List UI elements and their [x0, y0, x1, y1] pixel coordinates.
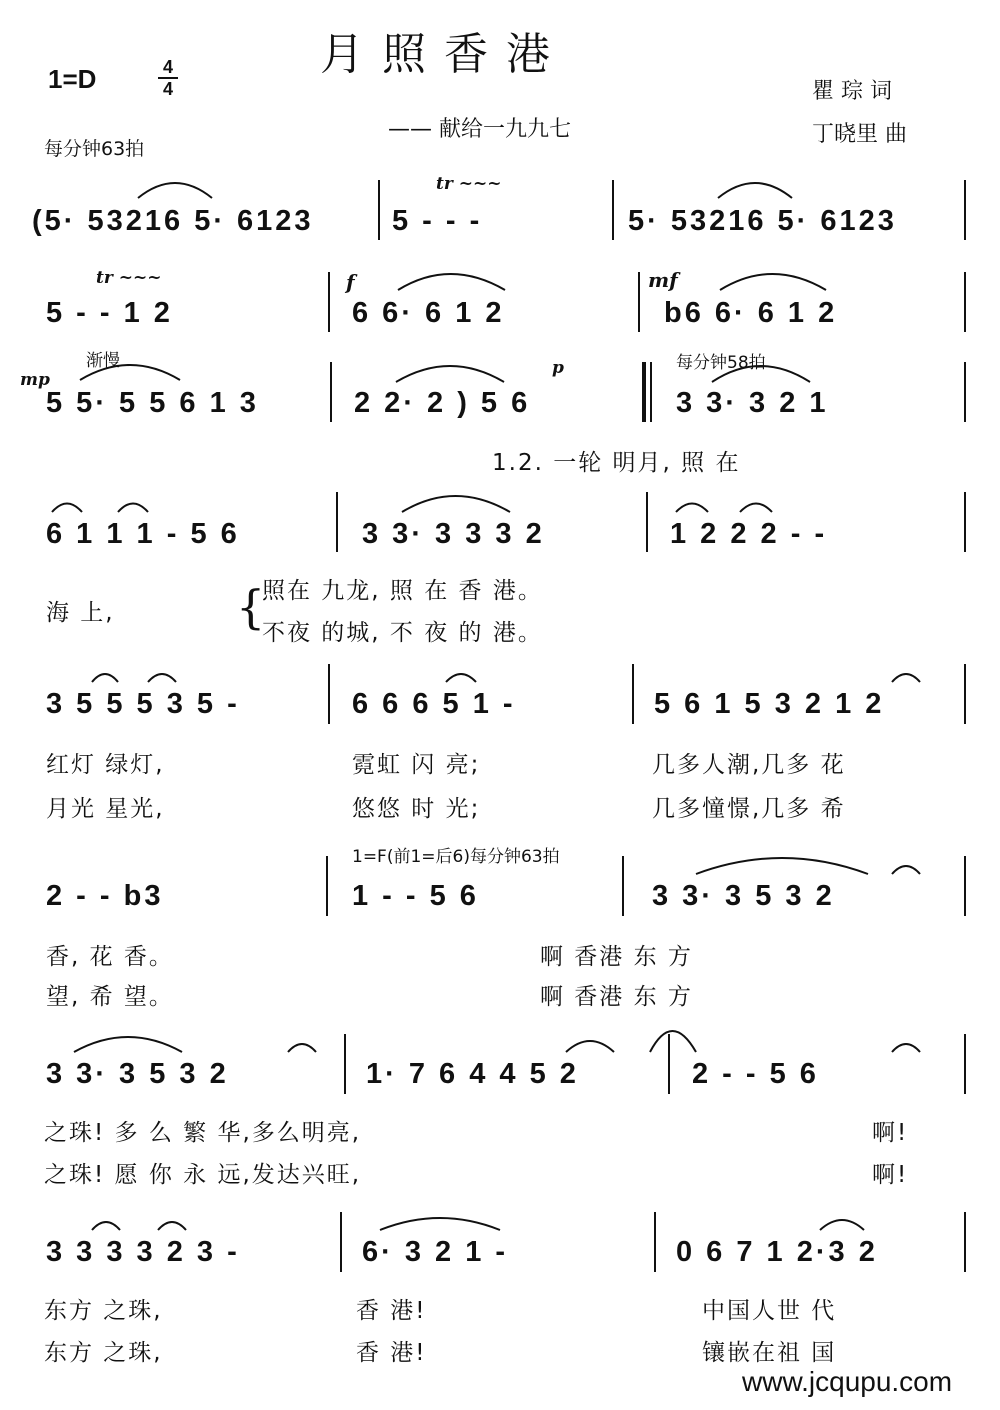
lyrics-row8-v1-b: 香 港!: [356, 1298, 427, 1324]
notes-row5-m3: 5 6 1 5 3 2 1 2: [654, 688, 885, 720]
slur: [148, 674, 176, 682]
slur: [398, 274, 505, 290]
tempo-change: 每分钟58拍: [676, 353, 766, 373]
slur: [80, 365, 180, 380]
key-signature: 1=D: [48, 64, 97, 94]
lyrics-row5-v2-b: 悠悠 时 光;: [352, 796, 481, 822]
watermark-url: www.jcqupu.com: [742, 1366, 953, 1397]
slur: [74, 1037, 182, 1052]
ritardando-mark: 渐慢: [86, 351, 120, 371]
slur: [158, 1222, 186, 1230]
lyrics-row6-v2-a: 望, 希 望。: [46, 984, 174, 1010]
dynamic-piano: p: [552, 358, 564, 378]
subtitle: —— 献给一九九七: [388, 117, 571, 142]
trill-mark: tr ~~~: [96, 268, 162, 288]
lyrics-row6-v2-b: 啊 香港 东 方: [540, 984, 693, 1010]
lyrics-row5-v2-a: 月光 星光,: [46, 796, 165, 822]
slur: [118, 504, 148, 513]
notes-row1-m3: 5· 53216 5· 6123: [628, 205, 897, 237]
slur: [138, 183, 212, 198]
lyrics-row4-verse2: 不夜 的城, 不 夜 的 港。: [262, 620, 543, 646]
lyrics-row8-v2-b: 香 港!: [356, 1340, 427, 1366]
dynamic-mezzo-forte: mf: [648, 268, 678, 292]
notes-row2-m2: 6 6· 6 1 2: [352, 297, 505, 329]
lyrics-row5-v1-c: 几多人潮,几多 花: [652, 752, 846, 778]
slur: [718, 183, 792, 198]
song-title: 月照香港: [320, 29, 568, 80]
notes-row3-m2: 2 2· 2 ) 5 6: [354, 387, 531, 419]
notes-row7-m3: 2 - - 5 6: [692, 1058, 819, 1090]
slur: [288, 1044, 316, 1052]
slur: [92, 674, 118, 682]
dynamic-forte: f: [346, 270, 355, 294]
lyrics-row3-verse1: 1.2. 一轮 明月, 照 在: [492, 450, 741, 476]
trill-mark: tr ~~~: [436, 174, 502, 194]
notes-row3-m3: 3 3· 3 2 1: [676, 387, 829, 419]
lyrics-row5-v1-b: 霓虹 闪 亮;: [352, 752, 481, 778]
notes-row2-m3: b6 6· 6 1 2: [664, 297, 838, 329]
notes-row1-m1: (5· 53216 5· 6123: [32, 205, 314, 237]
slur: [52, 504, 82, 513]
slur: [720, 274, 826, 290]
notes-row3-m1: 5 5· 5 5 6 1 3: [46, 387, 259, 419]
lyrics-row6-v1-b: 啊 香港 东 方: [540, 944, 693, 970]
composer-credit: 丁晓里 曲: [812, 122, 907, 147]
notes-row6-m3: 3 3· 3 5 3 2: [652, 880, 835, 912]
lyrics-row6-v1-a: 香, 花 香。: [46, 944, 174, 970]
lyrics-row4-verse1: 照在 九龙, 照 在 香 港。: [262, 578, 543, 604]
lyrics-row7-v1-b: 啊!: [872, 1120, 909, 1146]
lyrics-row7-v2-b: 啊!: [872, 1162, 909, 1188]
notes-row6-m1: 2 - - b3: [46, 880, 164, 912]
notes-row4-m3: 1 2 2 2 - -: [670, 518, 828, 550]
notes-row4-m1: 6 1 1 1 - 5 6: [46, 518, 240, 550]
dynamic-mezzo-piano: mp: [20, 370, 50, 390]
time-numerator: 4: [162, 57, 173, 77]
notes-row8-m2: 6· 3 2 1 -: [362, 1236, 509, 1268]
slur: [650, 1031, 696, 1052]
notes-row1-m2: 5 - - -: [392, 205, 483, 237]
notes-row7-m1: 3 3· 3 5 3 2: [46, 1058, 229, 1090]
lyrics-row7-v2-a: 之珠! 愿 你 永 远,发达兴旺,: [44, 1162, 362, 1188]
lyrics-row5-v2-c: 几多憧憬,几多 希: [652, 796, 846, 822]
lyrics-row4-a: 海 上,: [46, 600, 115, 626]
lyrics-row8-v1-a: 东方 之珠,: [44, 1298, 163, 1324]
lyrics-row8-v1-c: 中国人世 代: [702, 1298, 837, 1324]
slur: [566, 1041, 614, 1052]
notes-row4-m2: 3 3· 3 3 3 2: [362, 518, 545, 550]
notes-row8-m1: 3 3 3 3 2 3 -: [46, 1236, 240, 1268]
slur: [446, 674, 476, 682]
notes-row5-m1: 3 5 5 5 3 5 -: [46, 688, 240, 720]
slur: [676, 504, 708, 513]
lyrics-row8-v2-a: 东方 之珠,: [44, 1340, 163, 1366]
slur: [820, 1220, 864, 1230]
slur: [712, 366, 810, 382]
verse-brace: {: [236, 580, 266, 634]
slur: [892, 1044, 920, 1052]
notes-row6-m2: 1 - - 5 6: [352, 880, 479, 912]
slur: [402, 496, 510, 512]
slur: [740, 504, 772, 513]
lyrics-row5-v1-a: 红灯 绿灯,: [46, 752, 165, 778]
notes-row5-m2: 6 6 6 5 1 -: [352, 688, 516, 720]
notes-row2-m1: 5 - - 1 2: [46, 297, 173, 329]
slur: [892, 674, 920, 682]
key-change-marking: 1=F(前1=后6)每分钟63拍: [352, 847, 560, 867]
tempo-marking: 每分钟63拍: [44, 138, 145, 160]
slur: [380, 1218, 500, 1230]
lyrics-row7-v1-a: 之珠! 多 么 繁 华,多么明亮,: [44, 1120, 362, 1146]
slur: [892, 866, 920, 874]
lyricist-credit: 瞿 琮 词: [812, 79, 892, 104]
lyrics-row8-v2-c: 镶嵌在祖 国: [702, 1340, 837, 1366]
notes-row7-m2: 1· 7 6 4 4 5 2: [366, 1058, 579, 1090]
notes-row8-m3: 0 6 7 1 2·3 2: [676, 1236, 878, 1268]
slur: [92, 1222, 120, 1230]
slur: [696, 858, 868, 874]
time-denominator: 4: [162, 79, 173, 99]
slur: [396, 366, 504, 382]
